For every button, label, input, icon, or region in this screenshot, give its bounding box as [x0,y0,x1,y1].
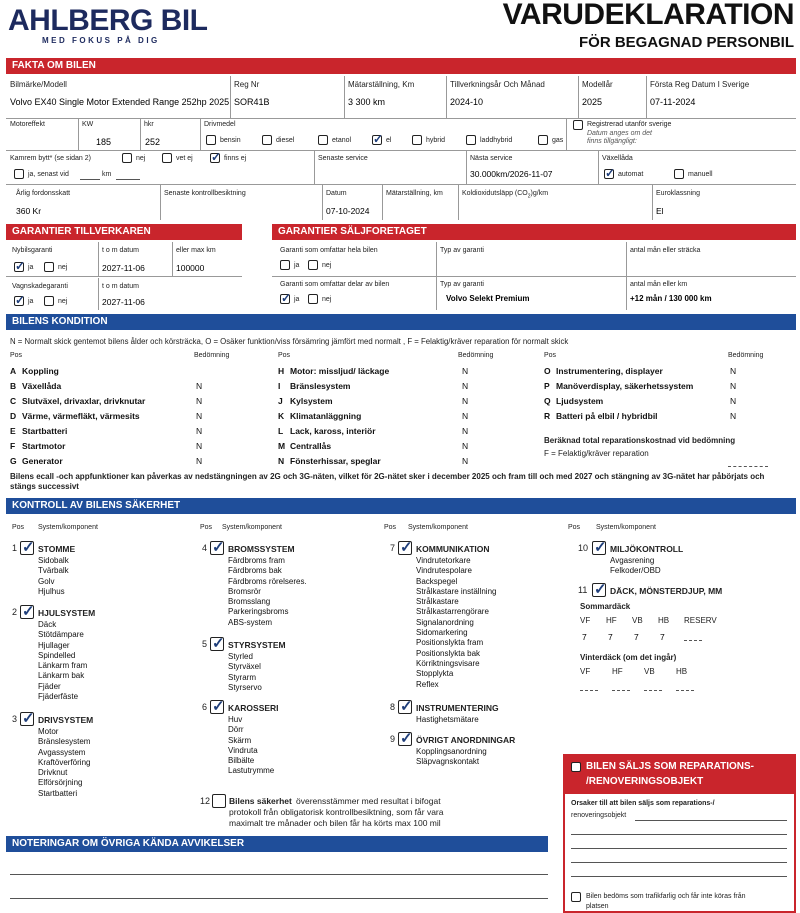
sak-pos-1: Pos [12,524,25,531]
sak-pos-4: Pos [568,524,581,531]
kond-item-rating: N [462,426,469,436]
safety-group-title: STYRSYSTEM [228,640,286,650]
s-vb-value: 7 [634,632,639,642]
kond-item-d: D [10,411,17,421]
euro-label: Euroklassning [656,190,700,197]
kond-item-j: J [278,396,283,406]
vagn-tom-label: t o m datum [102,283,139,290]
kond-item-rating: N [196,411,203,421]
reparation-heading-2: /RENOVERINGSOBJEKT [586,776,704,787]
safety-text-2: protokoll från obligatorisk kontrollbesiktning, som får vara [229,807,444,817]
fuel-el-label: el [386,137,392,144]
fuel-el-checkbox[interactable] [372,135,382,145]
firstreg-value: 07-11-2024 [650,97,696,107]
s-vf-label: VF [580,616,591,625]
s-hb-label: HB [658,616,670,625]
trafikfarlig-label-2: platsen [586,903,609,910]
kond-item-f: F [10,441,16,451]
fuel-bensin-label: bensin [220,137,241,144]
reparation-heading-1: BILEN SÄLJS SOM REPARATIONS- [586,761,754,772]
safety-text-3: maximalt tre månader och bilen får ha körts max 100 mil [229,818,441,828]
f-note: F = Felaktig/kräver reparation [544,449,649,458]
safety-group-number: 9 [390,734,396,744]
section-fakta-heading: FAKTA OM BILEN [6,58,796,74]
kond-item-q: Q [544,396,551,406]
kond-item-label: Ljudsystem [556,396,604,406]
firstreg-label: Första Reg Datum I Sverige [650,80,750,89]
kond-item-i: I [278,381,281,391]
safety-group-number: 10 [578,543,589,553]
safety-group-number: 2 [12,607,18,617]
kond-item-label: Instrumentering, displayer [556,366,663,376]
kond-item-label: Bränslesystem [290,381,351,391]
safety-group-items: Färdbroms fram Färdbroms bak Färdbroms rörelseres. Bromsrör Bromsslang Parkeringsbroms ABS-system [228,556,307,627]
w-vf-label: VF [580,667,591,676]
nybil-maxkm-label: eller max km [176,247,216,254]
fuel-etanol-label: etanol [332,137,352,144]
page-title: VARUDEKLARATION [502,0,794,31]
winter-label: Vinterdäck (om det ingår) [580,653,677,662]
safety-group-checkbox[interactable] [592,583,606,597]
safety-group-items: Sidobalk Tvärbalk Golv Hjulhus [38,556,69,596]
manufacture-label: Tillverkningsår Och Månad [450,80,545,89]
salj-part-nej-checkbox[interactable] [308,294,318,304]
kamrem-vetej-label: vet ej [176,155,193,162]
kond-item-rating: N [730,381,737,391]
kond-item-p: P [544,381,550,391]
sak-sys-2: System/komponent [222,524,282,531]
kond-bed-3: Bedömning [728,352,764,359]
kond-item-m: M [278,441,286,451]
odometer-value: 3 300 km [348,97,386,107]
kamrem-finnsej-label: finns ej [224,155,247,162]
garanti-salj-heading: GARANTIER SÄLJFORETAGET [272,224,796,240]
reparation-box [563,754,796,913]
fuel-etanol-checkbox[interactable] [318,135,328,145]
safety-group-title: ÖVRIGT ANORDNINGAR [416,735,516,745]
safety-group-title: HJULSYSTEM [38,608,96,618]
fuel-diesel-checkbox[interactable] [262,135,272,145]
safety-group-items: Vindrutetorkare Vindrutespolare Backspegel Strålkastare inställning Strålkastare Strålkastarrengörare Signalanordning Sidomarkering Positionslykta fram Positionslykta bak Körriktningsvisare Stopplykta Reflex [416,556,497,689]
kamrem-ja-checkbox[interactable] [14,169,24,179]
kond-item-label: Värme, värmefläkt, värmesits [22,411,140,421]
kond-item-label: Centrallås [290,441,332,451]
nextservice-value: 30.000km/2026-11-07 [470,169,553,179]
kond-item-label: Växellåda [22,381,62,391]
regabroad-note: Datum anges om det [587,130,652,137]
w-vb-label: VB [644,667,655,676]
safety-group-checkbox[interactable] [20,541,34,555]
salj-type-value: Volvo Selekt Premium [446,294,530,303]
kond-item-label: Fönsterhissar, speglar [290,456,381,466]
safety-group-number: 6 [202,702,208,712]
salj-part-type-label: Typ av garanti [440,281,484,288]
safety-group-checkbox[interactable] [398,732,412,746]
noteringar-heading: NOTERINGAR OM ÖVRIGA KÄNDA AVVIKELSER [6,836,548,852]
gearbox-label: Växellåda [602,155,633,162]
safety-group-checkbox[interactable] [210,541,224,555]
safety-group-checkbox[interactable] [592,541,606,555]
trafikfarlig-label: Bilen bedöms som trafikfarlig och får inte köras från [586,893,746,900]
kond-pos-2: Pos [278,352,291,359]
kond-item-rating: N [196,456,203,466]
fuel-laddhybrid-label: laddhybrid [480,137,513,144]
kond-item-e: E [10,426,16,436]
fuel-bensin-checkbox[interactable] [206,135,216,145]
page-subtitle: FÖR BEGAGNAD PERSONBIL [578,34,794,51]
kond-item-rating: N [462,381,469,391]
nybil-ja-label: ja [28,264,34,271]
kond-item-rating: N [462,456,469,466]
nybil-nej-checkbox[interactable] [44,262,54,272]
sak-pos-3: Pos [384,524,397,531]
nextservice-label: Nästa service [470,155,513,162]
fuel-diesel-label: diesel [276,137,295,144]
kond-item-rating: N [196,426,203,436]
tax-label: Årlig fordonsskatt [16,190,71,197]
ecall-note: Bilens ecall -och appfunktioner kan påverkas av nedstängningen av 2G och 3G-näten, vilket för 2G-nätet sker i december 2025 och fram till och med 2027 och stängning av 3G-nätet har påbörjats och [10,472,765,481]
kw-label: KW [82,121,94,128]
kond-item-label: Slutväxel, drivaxlar, drivknutar [22,396,146,406]
kamrem-vetej-checkbox[interactable] [162,153,172,163]
kond-item-rating: N [730,366,737,376]
regabroad-checkbox[interactable] [573,120,583,130]
kond-item-rating: N [730,411,737,421]
tax-value: 360 Kr [16,206,42,216]
kond-item-rating: N [462,411,469,421]
repair-cost-label: Beräknad total reparationskostnad vid bedömning [544,436,736,445]
reparation-reason-1: Orsaker till att bilen säljs som reparations-/ [571,800,715,807]
ecall-note-2: stängs successivt [10,482,79,491]
kond-item-c: C [10,396,17,406]
vagn-date-value: 2027-11-06 [102,297,145,307]
safety-group-checkbox[interactable] [210,700,224,714]
kond-item-g: G [10,456,17,466]
kond-item-label: Startbatteri [22,426,68,436]
kondition-legend: N = Normalt skick gentemot bilens ålder och körsträcka, O = Osäker funktion/viss försämring jämfört med normalt , F = Felaktig/kräver reparation för normalt skick [10,337,569,346]
summer-label: Sommardäck [580,602,631,611]
safety-group-title: DÄCK, MÖNSTERDJUP, MM [610,586,723,596]
nybil-tom-label: t o m datum [102,247,139,254]
kond-item-label: Startmotor [22,441,66,451]
inspection-date-label: Datum [326,190,347,197]
kond-item-r: R [544,411,551,421]
safety-group-checkbox[interactable] [398,700,412,714]
hk-value: 252 [145,137,161,147]
kond-item-label: Koppling [22,366,59,376]
power-label: Motoreffekt [10,121,45,128]
kond-item-label: Batteri på elbil / hybridbil [556,411,658,421]
safety-group-items: Avgasrening Felkoder/OBD [610,556,661,576]
kond-item-a: A [10,366,17,376]
kond-item-label: Klimatanläggning [290,411,362,421]
salj-whole-nej-checkbox[interactable] [308,260,318,270]
kond-bed-2: Bedömning [458,352,494,359]
kamrem-finnsej-checkbox[interactable] [210,153,220,163]
s-vb-label: VB [632,616,643,625]
sak-pos-2: Pos [200,524,213,531]
inspection-label: Senaste kontrollbesiktning [164,190,246,197]
nybil-nej-label: nej [58,264,68,271]
salj-months-value: +12 mån / 130 000 km [630,294,712,303]
fuel-hybrid-label: hybrid [426,137,446,144]
garanti-tillverkare-heading: GARANTIER TILLVERKAREN [6,224,242,240]
euro-value: El [656,206,664,216]
salj-part-nej-label: nej [322,296,332,303]
odometer-label: Mätarställning, Km [348,80,415,89]
inspection-odometer-label: Mätarställning, km [386,190,443,197]
kond-item-rating: N [196,381,203,391]
reg-value: SOR41B [234,97,270,107]
safety-group-number: 1 [12,543,18,553]
safety-group-title: BROMSSYSTEM [228,544,295,554]
kond-item-label: Kylsystem [290,396,333,406]
nybil-date-value: 2027-11-06 [102,263,145,273]
hk-label: hkr [144,121,154,128]
s-vf-value: 7 [582,632,587,642]
vagn-label: Vagnskadegaranti [12,283,68,290]
w-hf-label: HF [612,667,623,676]
salj-months2-label: antal mån eller km [630,281,688,288]
vagn-ja-label: ja [28,298,34,305]
salj-whole-ja-label: ja [294,262,300,269]
kond-item-label: Manöverdisplay, säkerhetssystem [556,381,694,391]
w-hb-label: HB [676,667,688,676]
safety-group-title: KAROSSERI [228,703,279,713]
gearbox-auto-checkbox[interactable] [604,169,614,179]
safety-group-title: DRIVSYSTEM [38,715,94,725]
salj-whole-nej-label: nej [322,262,332,269]
safety-number: 12 [200,796,211,806]
brand-logo: AHLBERG BIL [8,4,208,37]
salj-whole-ja-checkbox[interactable] [280,260,290,270]
salj-months-label: antal mån eller sträcka [630,247,701,254]
safety-group-title: MILJÖKONTROLL [610,544,684,554]
fuel-gas-label: gas [552,137,564,144]
kamrem-ja-label: ja, senast vid [28,171,69,178]
safety-group-items: Styrled Styrväxel Styrarm Styrservo [228,652,262,692]
sak-sys-1: System/komponent [38,524,98,531]
brand-tagline: MED FOKUS PÅ DIG [42,36,160,45]
kond-item-b: B [10,381,17,391]
safety-group-items: Huv Dörr Skärm Vindruta Bilbälte Lastutrymme [228,715,275,776]
gearbox-manual-label: manuell [688,171,713,178]
kondition-heading: BILENS KONDITION [6,314,796,330]
reparation-reason-2: renoveringsobjekt [571,812,627,819]
safety-group-number: 4 [202,543,208,553]
kond-item-rating: N [730,396,737,406]
safety-group-checkbox[interactable] [398,541,412,555]
fuel-gas-checkbox[interactable] [538,135,548,145]
safety-group-number: 8 [390,702,396,712]
trafikfarlig-checkbox[interactable] [571,892,581,902]
nybil-km-value: 100000 [176,263,205,273]
inspection-date-value: 07-10-2024 [326,206,370,216]
safety-group-title: INSTRUMENTERING [416,703,499,713]
reg-label: Reg Nr [234,80,260,89]
kond-item-rating: N [196,441,203,451]
kond-pos-1: Pos [10,352,23,359]
safety-group-title: KOMMUNIKATION [416,544,490,554]
gearbox-manual-checkbox[interactable] [674,169,684,179]
kond-item-l: L [278,426,284,436]
kond-item-n: N [278,456,285,466]
safety-group-items: Kopplingsanordning Släpvagnskontakt [416,747,487,767]
manufacture-value: 2024-10 [450,97,484,107]
vagn-nej-label: nej [58,298,68,305]
salj-whole-label: Garanti som omfattar hela bilen [280,247,378,254]
nybil-label: Nybilsgaranti [12,247,53,254]
kond-item-o: O [544,366,551,376]
safety-bold: Bilens säkerhet [229,796,292,806]
kond-item-label: Motor: missljud/ läckage [290,366,390,376]
safety-group-title: STOMME [38,544,76,554]
kond-bed-1: Bedömning [194,352,230,359]
safety-text-1: överensstämmer med resultat i bifogat [296,796,441,806]
kond-item-label: Lack, kaross, interiör [290,426,376,436]
vagn-nej-checkbox[interactable] [44,296,54,306]
regabroad-note2: finns tillgängligt: [587,138,637,145]
sak-sys-3: System/komponent [408,524,468,531]
model-value: Volvo EX40 Single Motor Extended Range 252hp 2025 [10,97,230,107]
kond-pos-3: Pos [544,352,557,359]
safety-group-number: 7 [390,543,396,553]
fuel-label: Drivmedel [204,121,236,128]
kond-item-rating: N [196,396,203,406]
fuel-hybrid-checkbox[interactable] [412,135,422,145]
safety-group-number: 5 [202,639,208,649]
safety-group-checkbox[interactable] [20,605,34,619]
safety-checkbox[interactable] [212,794,226,808]
service-label: Senaste service [318,155,368,162]
safety-group-checkbox[interactable] [20,712,34,726]
s-hb-value: 7 [660,632,665,642]
modelyear-label: Modellår [582,80,613,89]
kond-item-h: H [278,366,285,376]
fuel-laddhybrid-checkbox[interactable] [466,135,476,145]
model-label: Bilmärke/Modell [10,80,67,89]
gearbox-auto-label: automat [618,171,644,178]
s-hf-label: HF [606,616,617,625]
safety-group-checkbox[interactable] [210,637,224,651]
kond-item-k: K [278,411,285,421]
kond-item-rating: N [462,366,469,376]
safety-group-number: 11 [578,585,588,595]
safety-group-items: Motor Bränslesystem Avgassystem Kraftöverföring Drivknut Elförsörjning Startbatteri [38,727,91,798]
salj-part-ja-label: ja [294,296,300,303]
kond-item-rating: N [462,396,469,406]
safety-group-number: 3 [12,714,18,724]
reparation-checkbox[interactable] [571,762,581,772]
co2-label: Koldioxidutsläpp $(CO_2)g/km$ [462,190,549,200]
kamrem-label: Kamrem bytt* (se sidan 2) [10,155,91,162]
kond-item-label: Generator [22,456,63,466]
vagn-ja-checkbox[interactable] [14,296,24,306]
safety-group-items: Däck Stötdämpare Hjullager Spindelled Länkarm fram Länkarm bak Fjäder Fjäderfäste [38,620,88,702]
sak-sys-4: System/komponent [596,524,656,531]
sakerhet-heading: KONTROLL AV BILENS SÄKERHET [6,498,796,514]
salj-part-label: Garanti som omfattar delar av bilen [280,281,390,288]
kamrem-km-label: km [102,171,112,178]
salj-type-label: Typ av garanti [440,247,484,254]
s-hf-value: 7 [608,632,613,642]
kond-item-rating: N [462,441,469,451]
kamrem-nej-label: nej [136,155,146,162]
salj-part-ja-checkbox[interactable] [280,294,290,304]
regabroad-label: Registrerad utanför sverige [587,121,672,128]
kw-value: 185 [96,137,112,147]
kamrem-nej-checkbox[interactable] [122,153,132,163]
s-reserv-label: RESERV [684,616,717,625]
safety-group-items: Hastighetsmätare [416,715,479,724]
modelyear-value: 2025 [582,97,603,107]
nybil-ja-checkbox[interactable] [14,262,24,272]
